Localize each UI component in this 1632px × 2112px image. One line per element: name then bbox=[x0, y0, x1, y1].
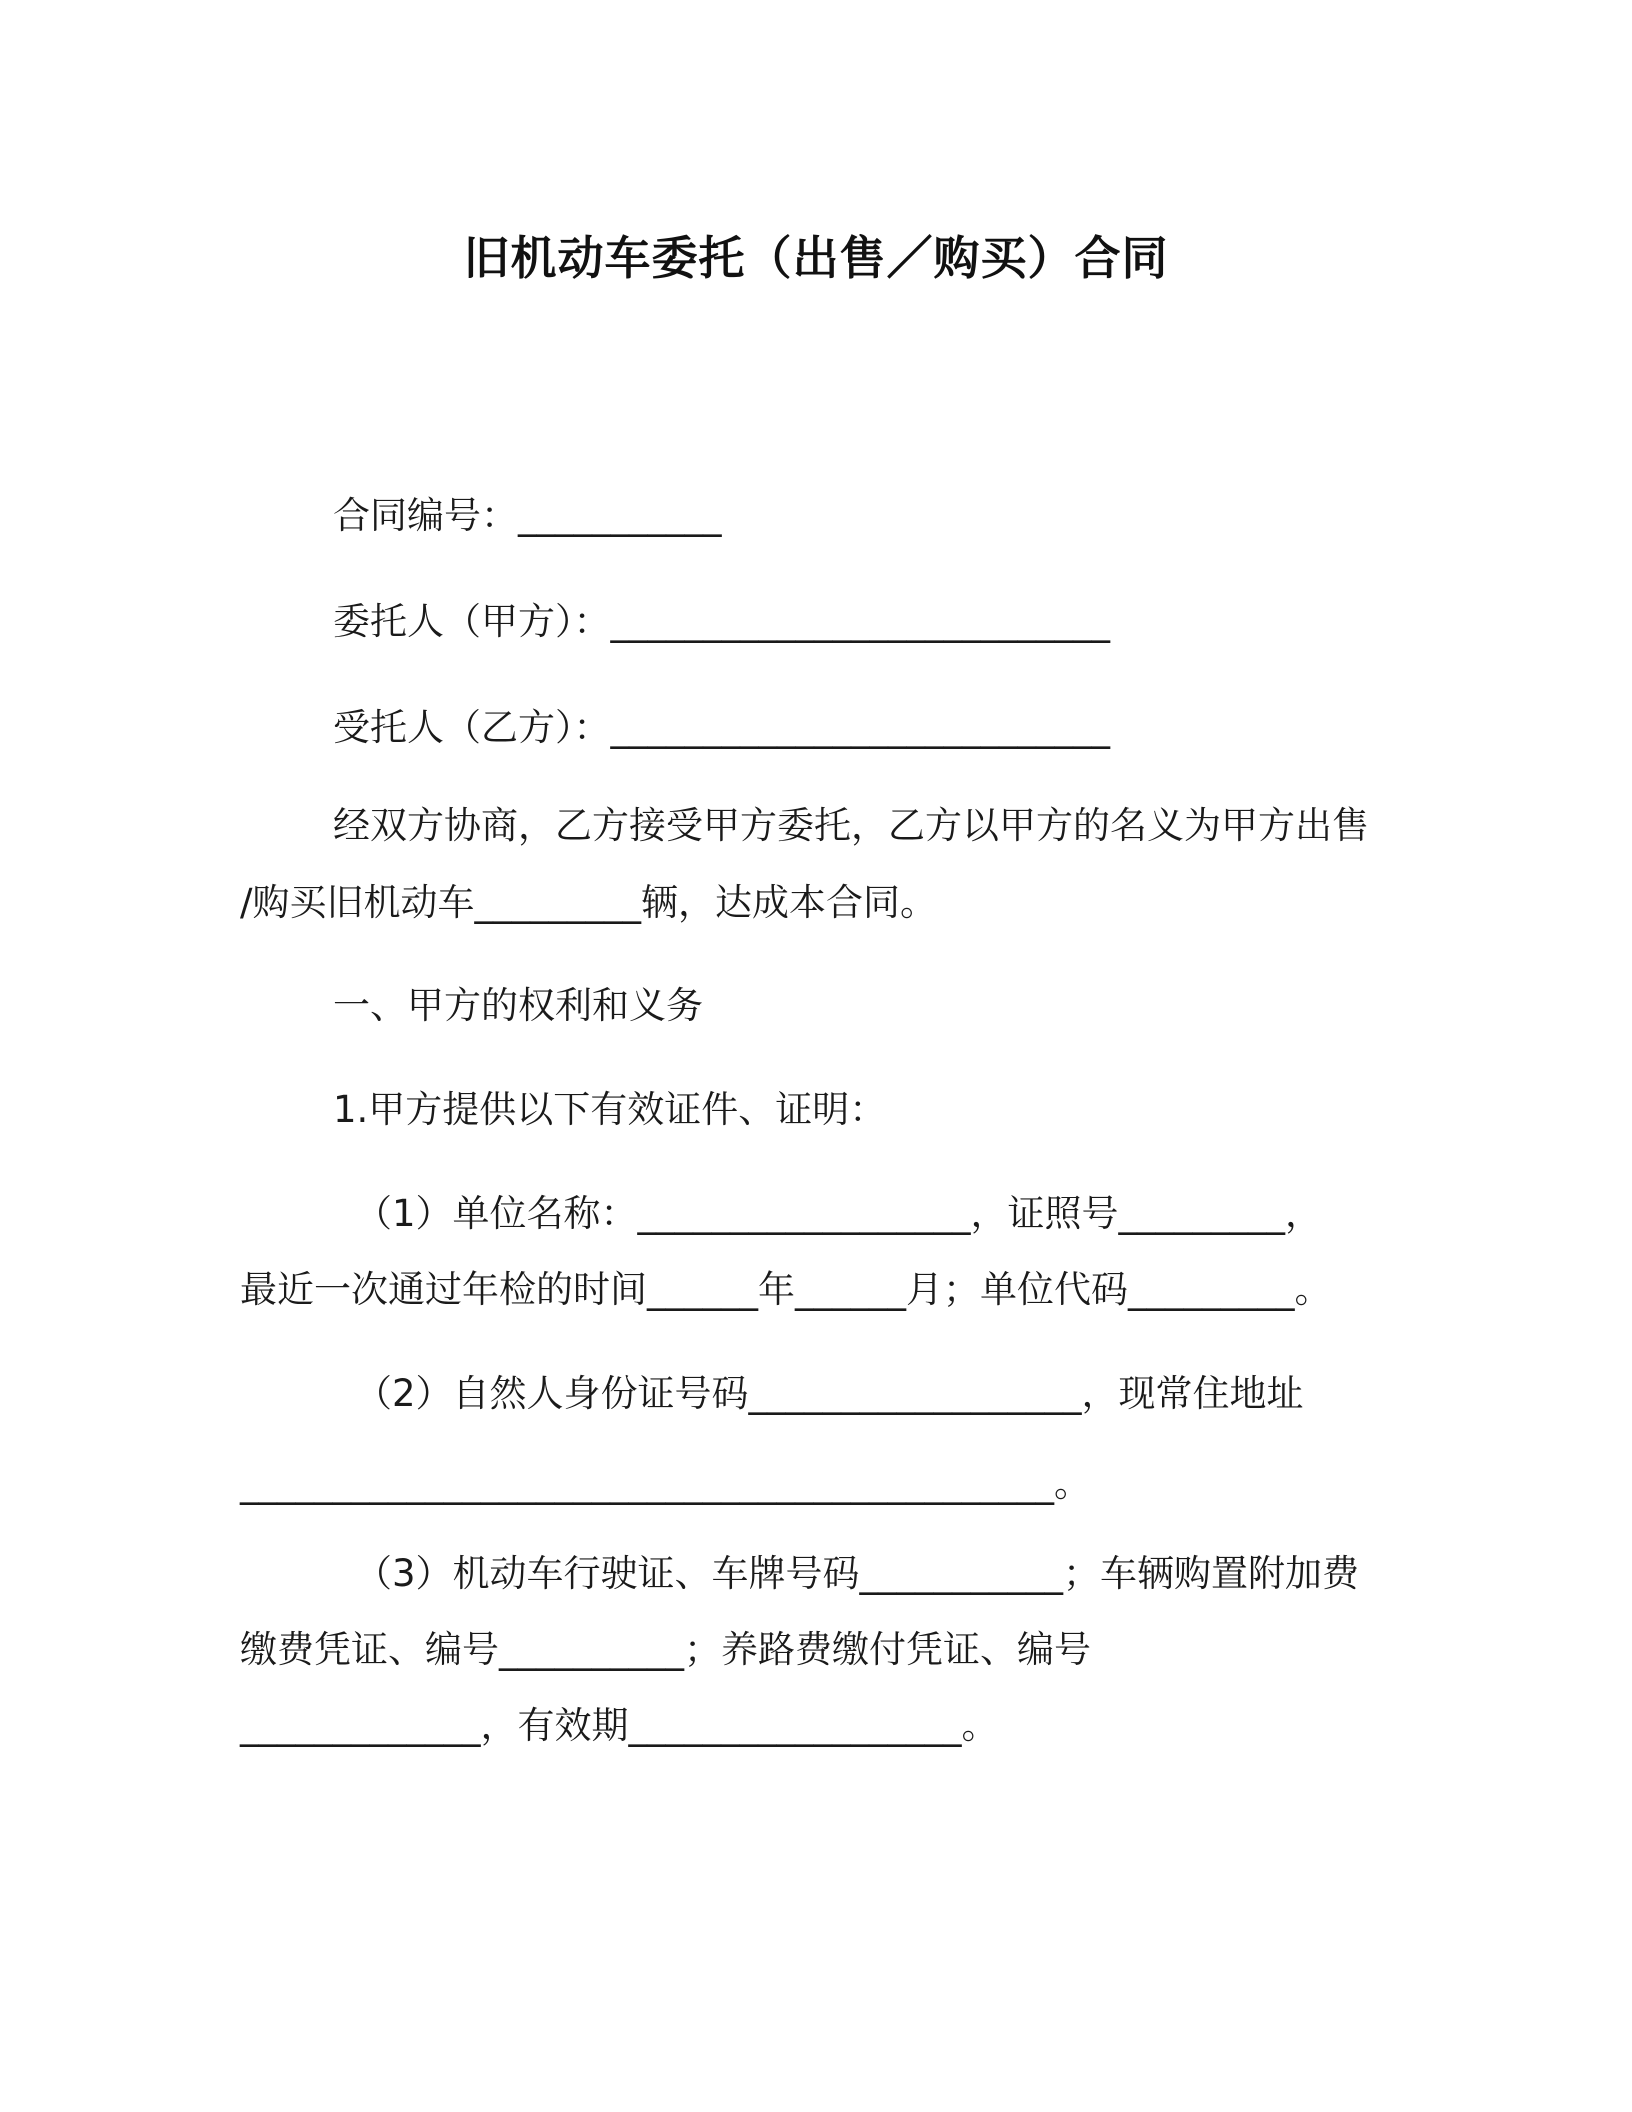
item-3-line-2: 缴费凭证、编号__________；养路费缴付凭证、编号 bbox=[240, 1628, 1091, 1671]
contract-number-field: 合同编号：___________ bbox=[333, 494, 722, 537]
section-1-heading: 一、甲方的权利和义务 bbox=[333, 984, 703, 1027]
item-3-line-1: （3）机动车行驶证、车牌号码___________；车辆购置附加费 bbox=[355, 1552, 1360, 1595]
item-3-line-3: _____________，有效期__________________。 bbox=[240, 1704, 999, 1747]
agent-party-field: 受托人（乙方）：___________________________ bbox=[333, 706, 1110, 749]
intro-paragraph-line-1: 经双方协商，乙方接受甲方委托，乙方以甲方的名义为甲方出售 bbox=[333, 804, 1369, 847]
item-2-line-2: ____________________________________________。 bbox=[240, 1462, 1091, 1505]
intro-paragraph-line-2: /购买旧机动车_________辆，达成本合同。 bbox=[240, 881, 937, 924]
item-1-line-2: 最近一次通过年检的时间______年______月；单位代码_________。 bbox=[240, 1268, 1332, 1311]
item-2-line-1: （2）自然人身份证号码__________________，现常住地址 bbox=[355, 1372, 1304, 1415]
item-1-line-1: （1）单位名称：__________________，证照号_________， bbox=[355, 1192, 1323, 1235]
clause-1: 1.甲方提供以下有效证件、证明： bbox=[333, 1088, 887, 1131]
document-title: 旧机动车委托（出售／购买）合同 bbox=[463, 231, 1169, 285]
principal-party-field: 委托人（甲方）：___________________________ bbox=[333, 600, 1110, 643]
